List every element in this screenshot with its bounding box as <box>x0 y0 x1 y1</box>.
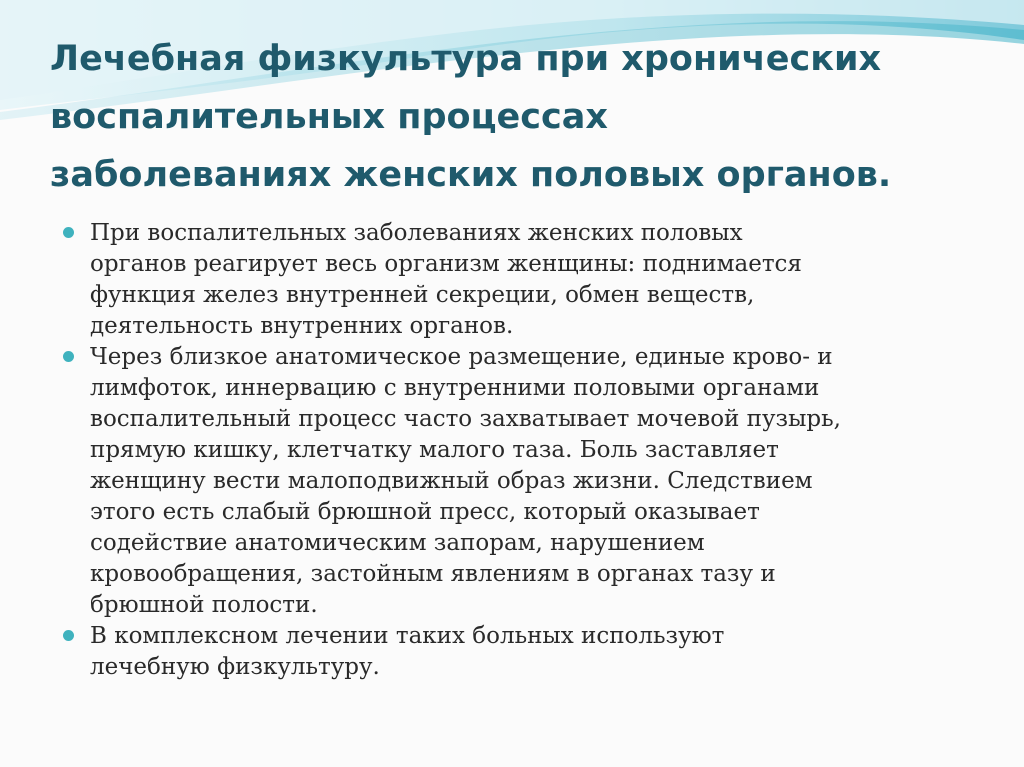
bullet-line: воспалительный процесс часто захватывает мочевой пузырь, <box>90 406 841 432</box>
title-line: воспалительных процессах <box>50 97 608 137</box>
bullet-text <box>90 621 980 683</box>
bullet-line: прямую кишку, клетчатку малого таза. Боль заставляет <box>90 437 779 463</box>
bullet-dot-icon <box>63 227 74 238</box>
bullet-line: кровообращения, застойным явлениям в органах тазу и <box>90 561 776 587</box>
bullet-dot-icon <box>63 630 74 641</box>
title-line: заболеваниях женских половых органов. <box>50 155 892 195</box>
bullet-item <box>60 342 980 621</box>
bullet-line: содействие анатомическим запорам, нарушением <box>90 530 705 556</box>
bullet-line: лечебную физкультуру. <box>90 654 380 680</box>
bullet-dot-icon <box>63 351 74 362</box>
bullet-line: При воспалительных заболеваниях женских половых <box>90 220 743 246</box>
bullet-line: В комплексном лечении таких больных используют <box>90 623 725 649</box>
bullet-item <box>60 218 980 342</box>
bullet-line: брюшной полости. <box>90 592 318 618</box>
slide-title <box>50 30 990 204</box>
bullet-line: Через близкое анатомическое размещение, единые крово- и <box>90 344 833 370</box>
bullet-line: женщину вести малоподвижный образ жизни. Следствием <box>90 468 813 494</box>
bullet-text <box>90 342 980 621</box>
bullet-text <box>90 218 980 342</box>
bullet-line: функция желез внутренней секреции, обмен веществ, <box>90 282 755 308</box>
bullet-line: органов реагирует весь организм женщины: поднимается <box>90 251 802 277</box>
bullet-list <box>60 218 980 683</box>
bullet-line: лимфоток, иннервацию с внутренними половыми органами <box>90 375 820 401</box>
title-line: Лечебная физкультура при хронических <box>50 39 882 79</box>
bullet-line: деятельность внутренних органов. <box>90 313 514 339</box>
bullet-line: этого есть слабый брюшной пресс, который оказывает <box>90 499 760 525</box>
bullet-item <box>60 621 980 683</box>
